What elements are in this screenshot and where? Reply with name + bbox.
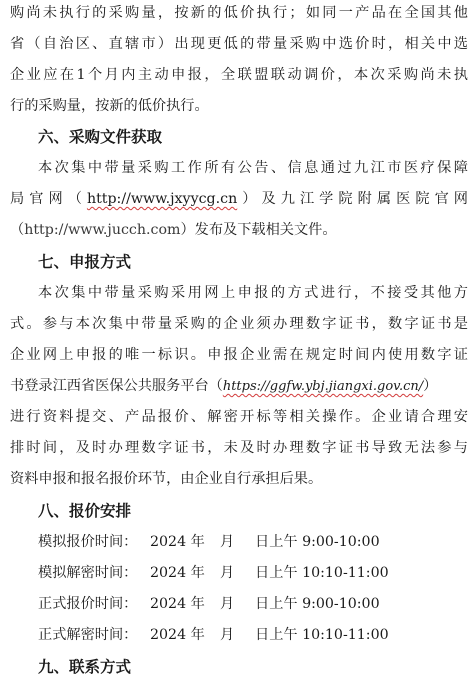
schedule-label: 模拟报价时间： <box>38 534 138 550</box>
section7-line-4: 书登录江西省医保公共服务平台（https://ggfw.ybj.jiangxi.gov.cn/） <box>10 378 438 394</box>
section6-line-3: （http://www.jucch.com）发布及下载相关文件。 <box>10 222 337 238</box>
section6-line-1: 本次集中带量采购工作所有公告、信息通过九江市医疗保障 <box>38 160 468 176</box>
section7-line-7: 资料申报和报名报价环节，由企业自行承担后果。 <box>10 471 323 487</box>
price-paragraph-line-2: 省（自治区、直辖市）出现更低的带量采购中选价时，相关中选 <box>10 36 468 52</box>
link-jxyycg[interactable]: http://www.jxyycg.cn <box>86 191 238 207</box>
schedule-label: 模拟解密时间： <box>38 565 138 581</box>
section-heading-submission-method: 七、申报方式 <box>38 253 132 271</box>
price-paragraph-line-3: 企业应在1个月内主动申报，全联盟联动调价，本次采购尚未执 <box>10 67 468 83</box>
schedule-month: 月 <box>220 627 235 643</box>
schedule-time: 日上午 10:10-11:00 <box>255 627 389 643</box>
schedule-time: 日上午 10:10-11:00 <box>255 565 389 581</box>
link-jucch[interactable]: http://www.jucch.com <box>24 222 181 238</box>
schedule-time: 日上午 9:00-10:00 <box>255 534 380 550</box>
link-ggfw-ybj-jiangxi[interactable]: https://ggfw.ybj.jiangxi.gov.cn/ <box>222 379 424 394</box>
schedule-year: 2024 年 <box>150 565 205 581</box>
schedule-label: 正式解密时间： <box>38 627 138 643</box>
schedule-year: 2024 年 <box>150 596 205 612</box>
schedule-month: 月 <box>220 534 235 550</box>
section-heading-contact: 九、联系方式 <box>38 658 132 676</box>
price-paragraph-line-4: 行的采购量，按新的低价执行。 <box>10 98 209 114</box>
price-paragraph-line-1: 购尚未执行的采购量，按新的低价执行；如同一产品在全国其他 <box>10 5 468 21</box>
schedule-label: 正式报价时间： <box>38 596 138 612</box>
schedule-month: 月 <box>220 596 235 612</box>
section7-line-6: 排时间，及时办理数字证书，未及时办理数字证书导致无法参与 <box>10 440 468 456</box>
schedule-year: 2024 年 <box>150 627 205 643</box>
section7-line-3: 企业网上申报的唯一标识。申报企业需在规定时间内使用数字证 <box>10 347 468 363</box>
section-heading-quote-schedule: 八、报价安排 <box>38 502 132 520</box>
section7-line-5: 进行资料提交、产品报价、解密开标等相关操作。企业请合理安 <box>10 409 468 425</box>
section-heading-procurement-docs: 六、采购文件获取 <box>38 128 163 146</box>
schedule-month: 月 <box>220 565 235 581</box>
schedule-time: 日上午 9:00-10:00 <box>255 596 380 612</box>
schedule-year: 2024 年 <box>150 534 205 550</box>
section7-line-2: 式。参与本次集中带量采购的企业须办理数字证书，数字证书是 <box>10 316 468 332</box>
section7-line-1: 本次集中带量采购采用网上申报的方式进行，不接受其他方 <box>38 285 468 301</box>
section6-line-2: 局官网（http://www.jxyycg.cn）及九江学院附属医院官网 <box>10 191 468 207</box>
